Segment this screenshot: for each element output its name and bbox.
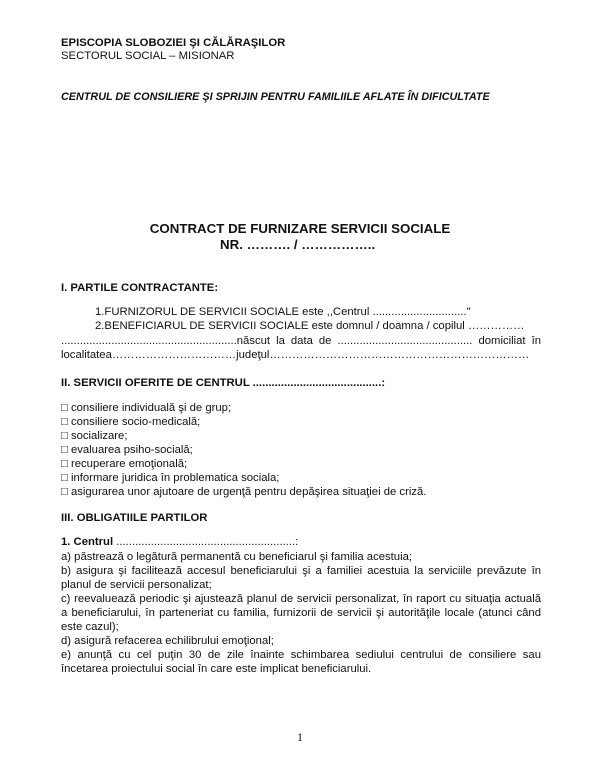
subsection-centre [61,536,298,548]
contract-number: NR. ………. / …………….. [220,237,376,252]
beneficiary-line: 2.BENEFICIARUL DE SERVICII SOCIALE este domnul / doamna / copilul …………… [95,320,525,332]
subsection-centre-label: 1. Centrul [61,536,114,548]
service-item: □ asigurarea unor ajutoare de urgenţă pentru depăşirea situaţiei de criză. [61,486,427,498]
service-item: □ consiliere individuală şi de grup; [61,402,232,414]
organization-name: EPISCOPIA SLOBOZIEI ŞI CĂLĂRAŞILOR [61,37,286,49]
obligation-line: a beneficiarului, în parteneriat cu familia, furnizorii de servicii şi autorităţile locale (atunci când [61,607,541,619]
obligation-line: c) reevaluează periodic şi ajustează planul de servicii personalizat, în raport cu situaţia actuală [61,593,541,605]
obligation-line: a) păstrează o legătură permanentă cu beneficiarul şi familia acestuia; [61,551,413,563]
birth-line: ........................................................născut la data de ........................................... domiciliat în [61,335,541,347]
obligation-line: d) asigură refacerea echilibrului emoţional; [61,635,274,647]
service-item: □ consiliere socio-medicală; [61,416,201,428]
center-name: CENTRUL DE CONSILIERE ŞI SPRIJIN PENTRU FAMILIILE AFLATE ÎN DIFICULTATE [61,91,490,103]
obligation-line: e) anunţă cu cel puţin 30 de zile înainte schimbarea sediului centrului de consiliere sau [61,649,541,661]
section-heading-services: II. SERVICII OFERITE DE CENTRUL .........................................: [61,377,386,389]
obligation-line: este cazul); [61,621,119,633]
sector-name: SECTORUL SOCIAL – MISIONAR [61,50,235,62]
section-heading-parties: I. PARTILE CONTRACTANTE: [61,282,219,294]
obligation-line: încetarea proiectului social în care este implicat beneficiarului. [61,663,372,675]
service-item: □ recuperare emoţională; [61,458,188,470]
obligation-line: planul de servicii personalizat; [61,579,212,591]
provider-line: 1.FURNIZORUL DE SERVICII SOCIALE este ,,Centrul .............................." [95,306,471,318]
service-item: □ evaluarea psiho-socială; [61,444,193,456]
subsection-centre-dots: .........................................................: [113,536,299,548]
service-item: □ socializare; [61,430,128,442]
locality-line: localitatea……………………………judeţul…………………………………………………………… [61,349,530,361]
contract-title: CONTRACT DE FURNIZARE SERVICII SOCIALE [149,221,451,236]
section-heading-obligations: III. OBLIGATIILE PARTILOR [61,512,208,524]
obligation-line: b) asigura şi facilitează accesul beneficiarului şi a familiei acestuia la serviciile prevăzute în [61,565,541,577]
service-item: □ informare juridica în problematica sociala; [61,472,280,484]
page-number: 1 [297,730,303,744]
